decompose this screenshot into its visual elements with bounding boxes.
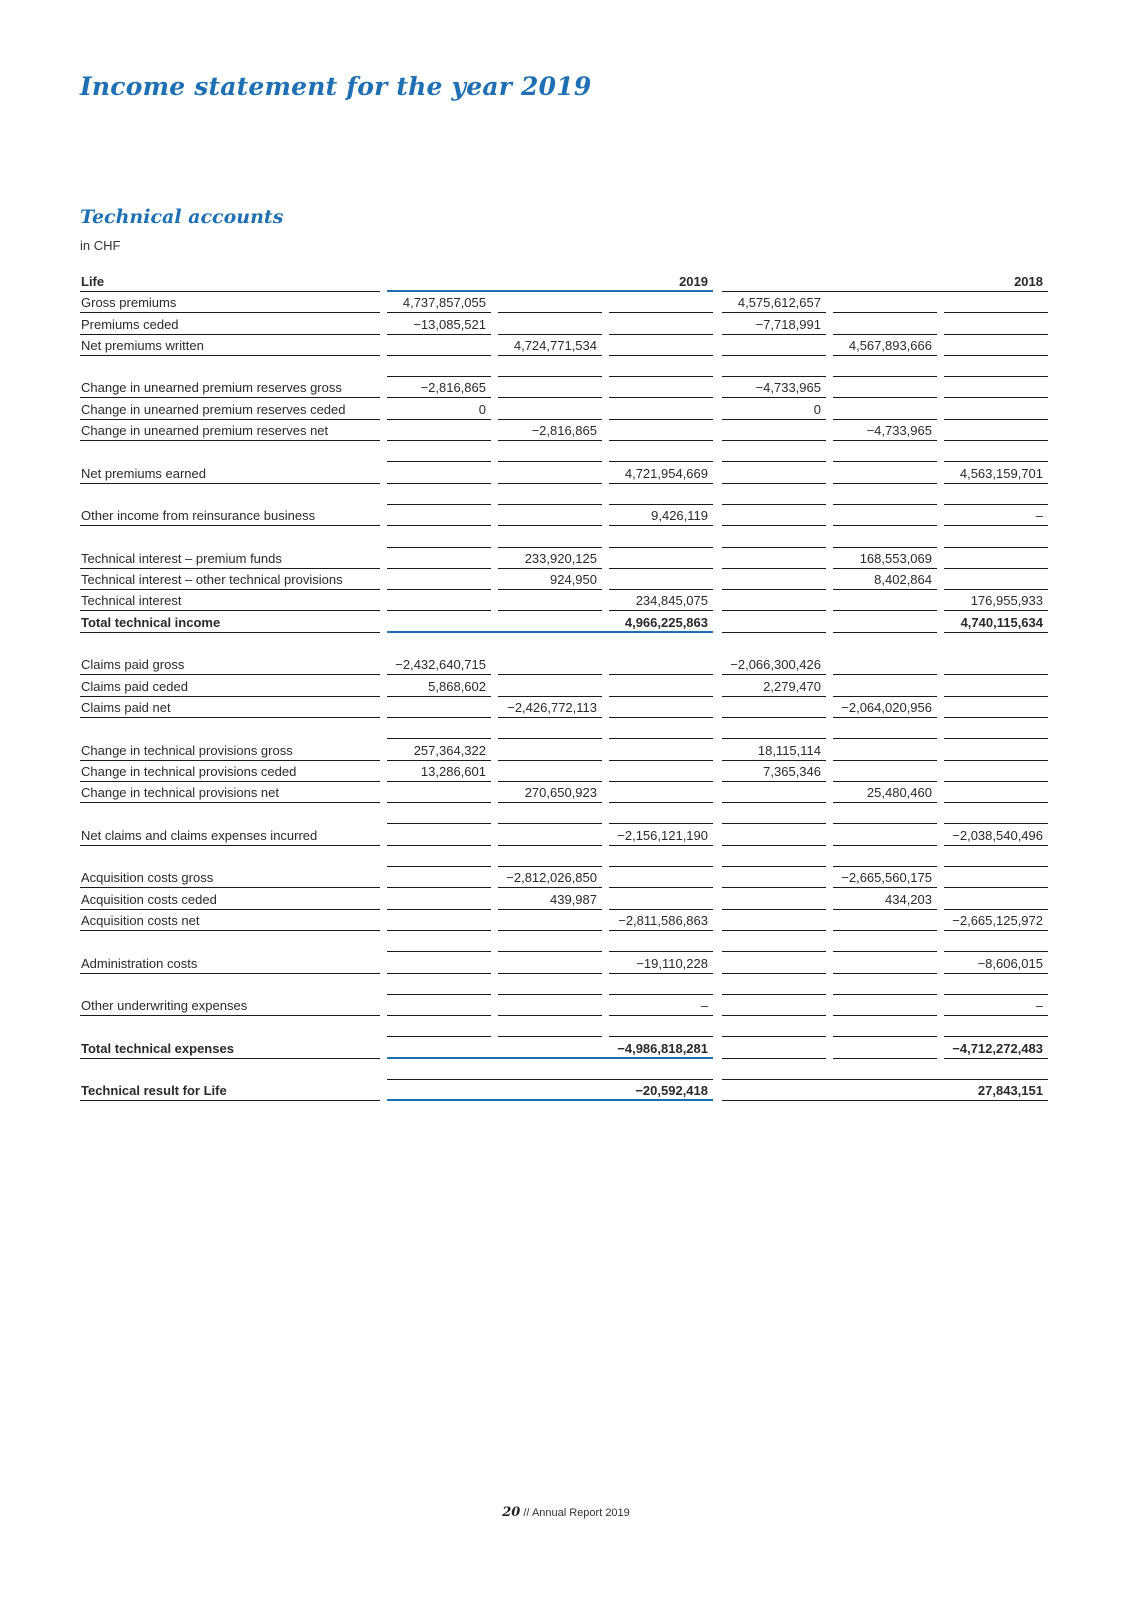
value-cell bbox=[609, 868, 713, 888]
value-cell bbox=[498, 378, 602, 398]
value-cell: 270,650,923 bbox=[498, 783, 602, 803]
value-cell: −2,066,300,426 bbox=[722, 655, 826, 675]
value-cell: 4,740,115,634 bbox=[944, 613, 1048, 633]
value-cell bbox=[722, 911, 826, 931]
value-cell bbox=[944, 868, 1048, 888]
table-row bbox=[80, 591, 1054, 612]
page-title: Income statement for the year 2019 bbox=[80, 72, 592, 101]
value-cell: −13,085,521 bbox=[387, 315, 491, 335]
value-cell bbox=[722, 783, 826, 803]
row-label: Other underwriting expenses bbox=[80, 996, 380, 1016]
value-cell: 7,365,346 bbox=[722, 762, 826, 782]
value-cell bbox=[722, 336, 826, 356]
rule-line bbox=[944, 442, 1048, 462]
value-cell bbox=[833, 762, 937, 782]
table-spacer-row bbox=[80, 847, 1054, 868]
value-cell bbox=[722, 570, 826, 590]
value-cell bbox=[609, 762, 713, 782]
table-spacer-row bbox=[80, 932, 1054, 953]
rule-line bbox=[387, 1017, 491, 1037]
footer-separator: // bbox=[523, 1507, 530, 1519]
value-cell bbox=[609, 783, 713, 803]
table-row bbox=[80, 996, 1054, 1017]
value-cell bbox=[944, 570, 1048, 590]
value-cell bbox=[833, 378, 937, 398]
value-cell: 25,480,460 bbox=[833, 783, 937, 803]
value-cell bbox=[722, 549, 826, 569]
value-cell bbox=[387, 421, 491, 441]
value-cell bbox=[609, 315, 713, 335]
value-cell bbox=[609, 570, 713, 590]
section-title: Technical accounts bbox=[80, 206, 284, 228]
rule-line bbox=[609, 485, 713, 505]
value-cell bbox=[722, 698, 826, 718]
table-spacer-row bbox=[80, 719, 1054, 740]
rule-line bbox=[609, 442, 713, 462]
table-spacer-row bbox=[80, 804, 1054, 825]
value-cell: −2,816,865 bbox=[387, 378, 491, 398]
value-cell bbox=[387, 506, 491, 526]
value-cell bbox=[944, 890, 1048, 910]
table-row bbox=[80, 783, 1054, 804]
rule-line bbox=[387, 485, 491, 505]
value-cell bbox=[722, 890, 826, 910]
table-row bbox=[80, 400, 1054, 421]
value-cell: −2,812,026,850 bbox=[498, 868, 602, 888]
value-cell bbox=[387, 783, 491, 803]
value-cell bbox=[609, 421, 713, 441]
value-cell bbox=[609, 336, 713, 356]
value-cell: −2,156,121,190 bbox=[609, 826, 713, 846]
row-label: Change in technical provisions net bbox=[80, 783, 380, 803]
value-cell bbox=[833, 591, 937, 611]
value-cell bbox=[944, 677, 1048, 697]
rule-line bbox=[833, 932, 937, 952]
table-row bbox=[80, 677, 1054, 698]
value-cell: 9,426,119 bbox=[609, 506, 713, 526]
row-label: Gross premiums bbox=[80, 293, 380, 313]
value-cell bbox=[944, 741, 1048, 761]
row-label: Net premiums written bbox=[80, 336, 380, 356]
row-label: Acquisition costs gross bbox=[80, 868, 380, 888]
rule-line bbox=[833, 442, 937, 462]
table-row bbox=[80, 698, 1054, 719]
row-label: Technical result for Life bbox=[80, 1081, 380, 1101]
value-cell: 4,966,225,863 bbox=[602, 613, 713, 633]
value-cell bbox=[609, 293, 713, 313]
value-cell bbox=[491, 613, 602, 633]
value-cell bbox=[833, 954, 937, 974]
rule-line bbox=[387, 804, 491, 824]
row-label: Change in unearned premium reserves gross bbox=[80, 378, 380, 398]
value-cell: – bbox=[944, 996, 1048, 1016]
rule-line bbox=[498, 485, 602, 505]
value-cell bbox=[387, 549, 491, 569]
table-spacer-row bbox=[80, 442, 1054, 463]
value-cell bbox=[498, 464, 602, 484]
value-cell: 0 bbox=[387, 400, 491, 420]
rule-line bbox=[498, 847, 602, 867]
value-cell bbox=[944, 655, 1048, 675]
value-cell: −2,665,125,972 bbox=[944, 911, 1048, 931]
value-cell: −2,811,586,863 bbox=[609, 911, 713, 931]
table-row bbox=[80, 954, 1054, 975]
value-cell: 5,868,602 bbox=[387, 677, 491, 697]
value-cell bbox=[498, 655, 602, 675]
rule-line bbox=[722, 357, 826, 377]
currency-note: in CHF bbox=[80, 238, 121, 253]
value-cell bbox=[387, 464, 491, 484]
value-cell bbox=[722, 996, 826, 1016]
rule-line bbox=[387, 528, 491, 548]
value-cell bbox=[498, 996, 602, 1016]
rule-line bbox=[722, 528, 826, 548]
table-row bbox=[80, 378, 1054, 399]
table-row bbox=[80, 1081, 1054, 1102]
value-cell: −2,038,540,496 bbox=[944, 826, 1048, 846]
rule-line bbox=[833, 357, 937, 377]
value-cell bbox=[944, 378, 1048, 398]
row-label: Acquisition costs ceded bbox=[80, 890, 380, 910]
value-cell: −20,592,418 bbox=[387, 1081, 713, 1101]
value-cell: −2,426,772,113 bbox=[498, 698, 602, 718]
table-row bbox=[80, 570, 1054, 591]
table-row bbox=[80, 315, 1054, 336]
value-cell bbox=[833, 741, 937, 761]
value-cell: 439,987 bbox=[498, 890, 602, 910]
value-cell bbox=[722, 464, 826, 484]
rule-line bbox=[498, 804, 602, 824]
value-cell bbox=[833, 315, 937, 335]
value-cell bbox=[944, 421, 1048, 441]
rule-line bbox=[498, 357, 602, 377]
value-cell bbox=[944, 336, 1048, 356]
value-cell bbox=[609, 698, 713, 718]
rule-line bbox=[387, 442, 491, 462]
value-cell bbox=[833, 655, 937, 675]
value-cell bbox=[498, 315, 602, 335]
value-cell bbox=[944, 549, 1048, 569]
rule-line bbox=[722, 975, 826, 995]
rule-line bbox=[944, 528, 1048, 548]
row-label: Change in unearned premium reserves net bbox=[80, 421, 380, 441]
table-spacer-row bbox=[80, 528, 1054, 549]
value-cell: −2,665,560,175 bbox=[833, 868, 937, 888]
table-body bbox=[80, 293, 1054, 1102]
value-cell: 4,563,159,701 bbox=[944, 464, 1048, 484]
row-label: Technical interest bbox=[80, 591, 380, 611]
value-cell: 18,115,114 bbox=[722, 741, 826, 761]
value-cell: 27,843,151 bbox=[722, 1081, 1048, 1101]
value-cell bbox=[498, 591, 602, 611]
table-row bbox=[80, 549, 1054, 570]
value-cell: 234,845,075 bbox=[609, 591, 713, 611]
value-cell: – bbox=[944, 506, 1048, 526]
row-label: Net premiums earned bbox=[80, 464, 380, 484]
value-cell bbox=[387, 591, 491, 611]
rule-line bbox=[944, 932, 1048, 952]
table-row bbox=[80, 655, 1054, 676]
rule-line bbox=[387, 1060, 713, 1080]
rule-line bbox=[609, 847, 713, 867]
header-year-prior: 2018 bbox=[722, 272, 1048, 292]
row-label: Acquisition costs net bbox=[80, 911, 380, 931]
value-cell bbox=[944, 293, 1048, 313]
table-spacer-row bbox=[80, 485, 1054, 506]
table-spacer-row bbox=[80, 1017, 1054, 1038]
value-cell: −4,733,965 bbox=[722, 378, 826, 398]
table-row bbox=[80, 336, 1054, 357]
value-cell bbox=[498, 400, 602, 420]
rule-line bbox=[387, 847, 491, 867]
value-cell bbox=[609, 655, 713, 675]
rule-line bbox=[944, 804, 1048, 824]
value-cell bbox=[833, 613, 937, 633]
rule-line bbox=[722, 719, 826, 739]
rule-line bbox=[609, 932, 713, 952]
value-cell bbox=[387, 570, 491, 590]
rule-line bbox=[722, 804, 826, 824]
row-label: Net claims and claims expenses incurred bbox=[80, 826, 380, 846]
value-cell: 4,721,954,669 bbox=[609, 464, 713, 484]
value-cell: −2,064,020,956 bbox=[833, 698, 937, 718]
rule-line bbox=[944, 975, 1048, 995]
value-cell bbox=[387, 890, 491, 910]
value-cell: −8,606,015 bbox=[944, 954, 1048, 974]
table-row bbox=[80, 1039, 1054, 1060]
value-cell bbox=[387, 336, 491, 356]
footer-report-name: Annual Report 2019 bbox=[531, 1507, 630, 1519]
row-label: Technical interest – premium funds bbox=[80, 549, 380, 569]
value-cell bbox=[722, 591, 826, 611]
rule-line bbox=[498, 932, 602, 952]
value-cell bbox=[944, 315, 1048, 335]
value-cell: −4,712,272,483 bbox=[944, 1039, 1048, 1059]
rule-line bbox=[833, 485, 937, 505]
value-cell bbox=[609, 677, 713, 697]
income-statement-table bbox=[80, 272, 1054, 1103]
row-label: Administration costs bbox=[80, 954, 380, 974]
value-cell bbox=[498, 741, 602, 761]
value-cell bbox=[722, 826, 826, 846]
value-cell bbox=[722, 613, 826, 633]
rule-line bbox=[609, 719, 713, 739]
table-row bbox=[80, 613, 1054, 634]
rule-line bbox=[609, 528, 713, 548]
rule-line bbox=[833, 975, 937, 995]
value-cell bbox=[609, 378, 713, 398]
rule-line bbox=[609, 804, 713, 824]
rule-line bbox=[944, 719, 1048, 739]
rule-line bbox=[498, 719, 602, 739]
value-cell: −2,816,865 bbox=[498, 421, 602, 441]
table-row bbox=[80, 293, 1054, 314]
value-cell bbox=[498, 506, 602, 526]
table-spacer-row bbox=[80, 634, 1054, 655]
value-cell bbox=[387, 996, 491, 1016]
header-label: Life bbox=[80, 272, 380, 292]
rule-line bbox=[722, 485, 826, 505]
table-row bbox=[80, 741, 1054, 762]
value-cell bbox=[944, 400, 1048, 420]
value-cell bbox=[833, 677, 937, 697]
value-cell: 924,950 bbox=[498, 570, 602, 590]
value-cell bbox=[944, 783, 1048, 803]
value-cell bbox=[609, 890, 713, 910]
row-label: Change in technical provisions ceded bbox=[80, 762, 380, 782]
rule-line bbox=[722, 847, 826, 867]
row-label: Claims paid ceded bbox=[80, 677, 380, 697]
value-cell: 176,955,933 bbox=[944, 591, 1048, 611]
rule-line bbox=[498, 528, 602, 548]
value-cell bbox=[722, 954, 826, 974]
table-row bbox=[80, 506, 1054, 527]
value-cell bbox=[387, 954, 491, 974]
value-cell: 168,553,069 bbox=[833, 549, 937, 569]
value-cell bbox=[833, 464, 937, 484]
value-cell: 0 bbox=[722, 400, 826, 420]
value-cell: 8,402,864 bbox=[833, 570, 937, 590]
row-label: Premiums ceded bbox=[80, 315, 380, 335]
table-row bbox=[80, 890, 1054, 911]
value-cell bbox=[498, 954, 602, 974]
value-cell bbox=[944, 762, 1048, 782]
page-footer bbox=[0, 1505, 1132, 1520]
value-cell bbox=[833, 996, 937, 1016]
value-cell bbox=[498, 677, 602, 697]
value-cell bbox=[387, 613, 491, 633]
rule-line bbox=[387, 975, 491, 995]
value-cell bbox=[609, 741, 713, 761]
value-cell bbox=[833, 911, 937, 931]
row-label: Other income from reinsurance business bbox=[80, 506, 380, 526]
table-header-row bbox=[80, 272, 1054, 293]
value-cell bbox=[498, 762, 602, 782]
value-cell: 257,364,322 bbox=[387, 741, 491, 761]
value-cell bbox=[491, 1039, 602, 1059]
table-row bbox=[80, 421, 1054, 442]
value-cell: −7,718,991 bbox=[722, 315, 826, 335]
value-cell: – bbox=[609, 996, 713, 1016]
value-cell: 4,737,857,055 bbox=[387, 293, 491, 313]
rule-line bbox=[498, 442, 602, 462]
value-cell bbox=[609, 549, 713, 569]
value-cell bbox=[498, 826, 602, 846]
value-cell bbox=[833, 506, 937, 526]
value-cell bbox=[498, 293, 602, 313]
value-cell bbox=[833, 826, 937, 846]
row-label: Total technical expenses bbox=[80, 1039, 380, 1059]
value-cell bbox=[387, 868, 491, 888]
rule-line bbox=[833, 1017, 937, 1037]
rule-line bbox=[498, 975, 602, 995]
rule-line bbox=[944, 485, 1048, 505]
table-row bbox=[80, 826, 1054, 847]
table-spacer-row bbox=[80, 1060, 1054, 1081]
value-cell: 2,279,470 bbox=[722, 677, 826, 697]
value-cell: 434,203 bbox=[833, 890, 937, 910]
value-cell bbox=[387, 698, 491, 718]
table-row bbox=[80, 868, 1054, 889]
rule-line bbox=[609, 357, 713, 377]
value-cell: 4,567,893,666 bbox=[833, 336, 937, 356]
value-cell bbox=[722, 868, 826, 888]
rule-line bbox=[722, 932, 826, 952]
table-row bbox=[80, 464, 1054, 485]
rule-line bbox=[833, 719, 937, 739]
rule-line bbox=[833, 528, 937, 548]
value-cell bbox=[387, 911, 491, 931]
page-number: 20 bbox=[502, 1505, 521, 1520]
rule-line bbox=[944, 847, 1048, 867]
row-label: Change in unearned premium reserves ceded bbox=[80, 400, 380, 420]
value-cell: −19,110,228 bbox=[609, 954, 713, 974]
row-label: Claims paid net bbox=[80, 698, 380, 718]
rule-line bbox=[944, 357, 1048, 377]
rule-line bbox=[722, 1060, 1048, 1080]
value-cell: −4,733,965 bbox=[833, 421, 937, 441]
rule-line bbox=[387, 357, 491, 377]
value-cell: −2,432,640,715 bbox=[387, 655, 491, 675]
value-cell bbox=[609, 400, 713, 420]
value-cell bbox=[387, 1039, 491, 1059]
rule-line bbox=[833, 847, 937, 867]
rule-line bbox=[498, 1017, 602, 1037]
rule-line bbox=[722, 442, 826, 462]
table-row bbox=[80, 911, 1054, 932]
row-label: Total technical income bbox=[80, 613, 380, 633]
rule-line bbox=[722, 1017, 826, 1037]
value-cell bbox=[833, 400, 937, 420]
value-cell bbox=[722, 421, 826, 441]
value-cell bbox=[833, 293, 937, 313]
table-spacer-row bbox=[80, 357, 1054, 378]
rule-line bbox=[609, 1017, 713, 1037]
row-label: Claims paid gross bbox=[80, 655, 380, 675]
row-label: Change in technical provisions gross bbox=[80, 741, 380, 761]
value-cell bbox=[833, 1039, 937, 1059]
value-cell: 13,286,601 bbox=[387, 762, 491, 782]
rule-line bbox=[944, 1017, 1048, 1037]
table-row bbox=[80, 762, 1054, 783]
value-cell bbox=[498, 911, 602, 931]
value-cell bbox=[387, 826, 491, 846]
rule-line bbox=[833, 804, 937, 824]
value-cell: −4,986,818,281 bbox=[602, 1039, 713, 1059]
rule-line bbox=[387, 932, 491, 952]
header-year-current: 2019 bbox=[387, 272, 713, 292]
value-cell: 4,575,612,657 bbox=[722, 293, 826, 313]
value-cell: 233,920,125 bbox=[498, 549, 602, 569]
row-label: Technical interest – other technical provisions bbox=[80, 570, 380, 590]
table-spacer-row bbox=[80, 975, 1054, 996]
value-cell: 4,724,771,534 bbox=[498, 336, 602, 356]
value-cell bbox=[722, 506, 826, 526]
value-cell bbox=[722, 1039, 826, 1059]
rule-line bbox=[387, 719, 491, 739]
rule-line bbox=[609, 975, 713, 995]
value-cell bbox=[944, 698, 1048, 718]
